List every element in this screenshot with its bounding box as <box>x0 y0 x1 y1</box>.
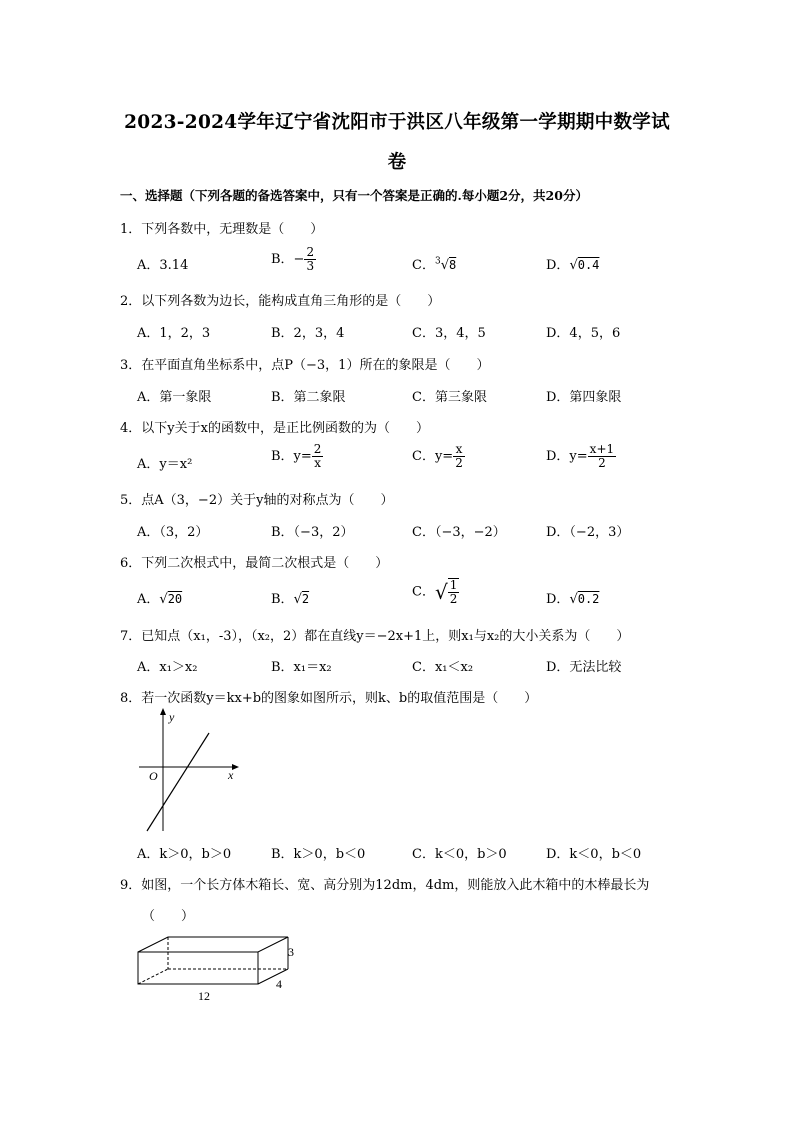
question-1-stem: 1．下列各数中，无理数是（ ） <box>120 222 324 237</box>
q8-option-a: A．k＞0，b＞0 <box>137 847 232 862</box>
q6-option-d: D．√0.2 <box>546 592 600 607</box>
question-9-stem: 9．如图，一个长方体木箱长、宽、高分别为12dm，4dm，则能放入此木箱中的木棒最长为 <box>120 878 650 893</box>
q6-option-b: B．√2 <box>271 592 310 607</box>
q4-option-b: B．y= $\frac{2}{x}$ <box>271 442 322 470</box>
question-8-stem: 8．若一次函数y＝kx+b的图象如图所示，则k、b的取值范围是（ ） <box>120 691 538 706</box>
page-title-continued: 卷 <box>387 152 407 173</box>
q3-option-d: D．第四象限 <box>546 390 622 405</box>
q7-option-b: B．x₁＝x₂ <box>271 660 332 675</box>
linear-function-graph <box>135 705 245 835</box>
q3-option-a: A．第一象限 <box>137 390 212 405</box>
origin-label: O <box>149 769 158 783</box>
section-heading: 一、选择题（下列各题的备选答案中，只有一个答案是正确的.每小题2分，共20分） <box>120 188 588 203</box>
q1-option-a: A．3.14 <box>137 258 189 273</box>
question-3-stem: 3．在平面直角坐标系中，点P（−3，1）所在的象限是（ ） <box>120 358 490 373</box>
q1-option-b: B．− $\frac{2}{3}$ <box>271 245 315 273</box>
x-axis-label: x <box>228 768 234 782</box>
width-label: 4 <box>276 977 282 991</box>
q5-option-b: B．（−3，2） <box>271 525 354 540</box>
q1-option-c: C．$^3$√8 <box>412 256 457 273</box>
length-label: 12 <box>198 989 210 1003</box>
q4-option-a: A．y＝x² <box>137 457 193 472</box>
q6-option-c: C．√ $\frac{1}{2}$ <box>412 578 458 606</box>
q8-option-c: C．k＜0，b＞0 <box>412 847 507 862</box>
question-2-stem: 2．以下列各数为边长，能构成直角三角形的是（ ） <box>120 294 441 309</box>
question-7-stem: 7．已知点（x₁，-3），（x₂，2）都在直线y＝−2x+1上，则x₁与x₂的大小关系为（ ） <box>120 629 630 644</box>
height-label: 3 <box>288 945 294 959</box>
q5-option-a: A．（3，2） <box>137 525 209 540</box>
q5-option-c: C．（−3，−2） <box>412 525 506 540</box>
q2-option-d: D．4，5，6 <box>546 326 621 341</box>
q8-option-d: D．k＜0，b＜0 <box>546 847 642 862</box>
q3-option-b: B．第二象限 <box>271 390 346 405</box>
q5-option-d: D．（−2，3） <box>546 525 630 540</box>
q3-option-c: C．第三象限 <box>412 390 487 405</box>
question-4-stem: 4．以下y关于x的函数中，是正比例函数的为（ ） <box>120 421 429 436</box>
cuboid-figure <box>130 932 310 1007</box>
page-title: 2023-2024学年辽宁省沈阳市于洪区八年级第一学期期中数学试 <box>124 112 670 133</box>
y-axis-label: y <box>169 710 175 724</box>
q7-option-a: A．x₁＞x₂ <box>137 660 198 675</box>
q1-option-d: D．√0.4 <box>546 258 600 273</box>
q2-option-b: B．2，3，4 <box>271 326 345 341</box>
q4-option-c: C．y= $\frac{x}{2}$ <box>412 442 463 470</box>
q4-option-d: D．y= $\frac{x+1}{2}$ <box>546 442 615 470</box>
question-5-stem: 5．点A（3，−2）关于y轴的对称点为（ ） <box>120 493 394 508</box>
question-9-blank: （ ） <box>142 909 195 924</box>
q8-option-b: B．k＞0，b＜0 <box>271 847 366 862</box>
q2-option-c: C．3，4，5 <box>412 326 486 341</box>
q6-option-a: A．√20 <box>137 592 183 607</box>
q7-option-c: C．x₁＜x₂ <box>412 660 474 675</box>
question-6-stem: 6．下列二次根式中，最简二次根式是（ ） <box>120 556 389 571</box>
q7-option-d: D．无法比较 <box>546 660 622 675</box>
q2-option-a: A．1，2，3 <box>137 326 211 341</box>
